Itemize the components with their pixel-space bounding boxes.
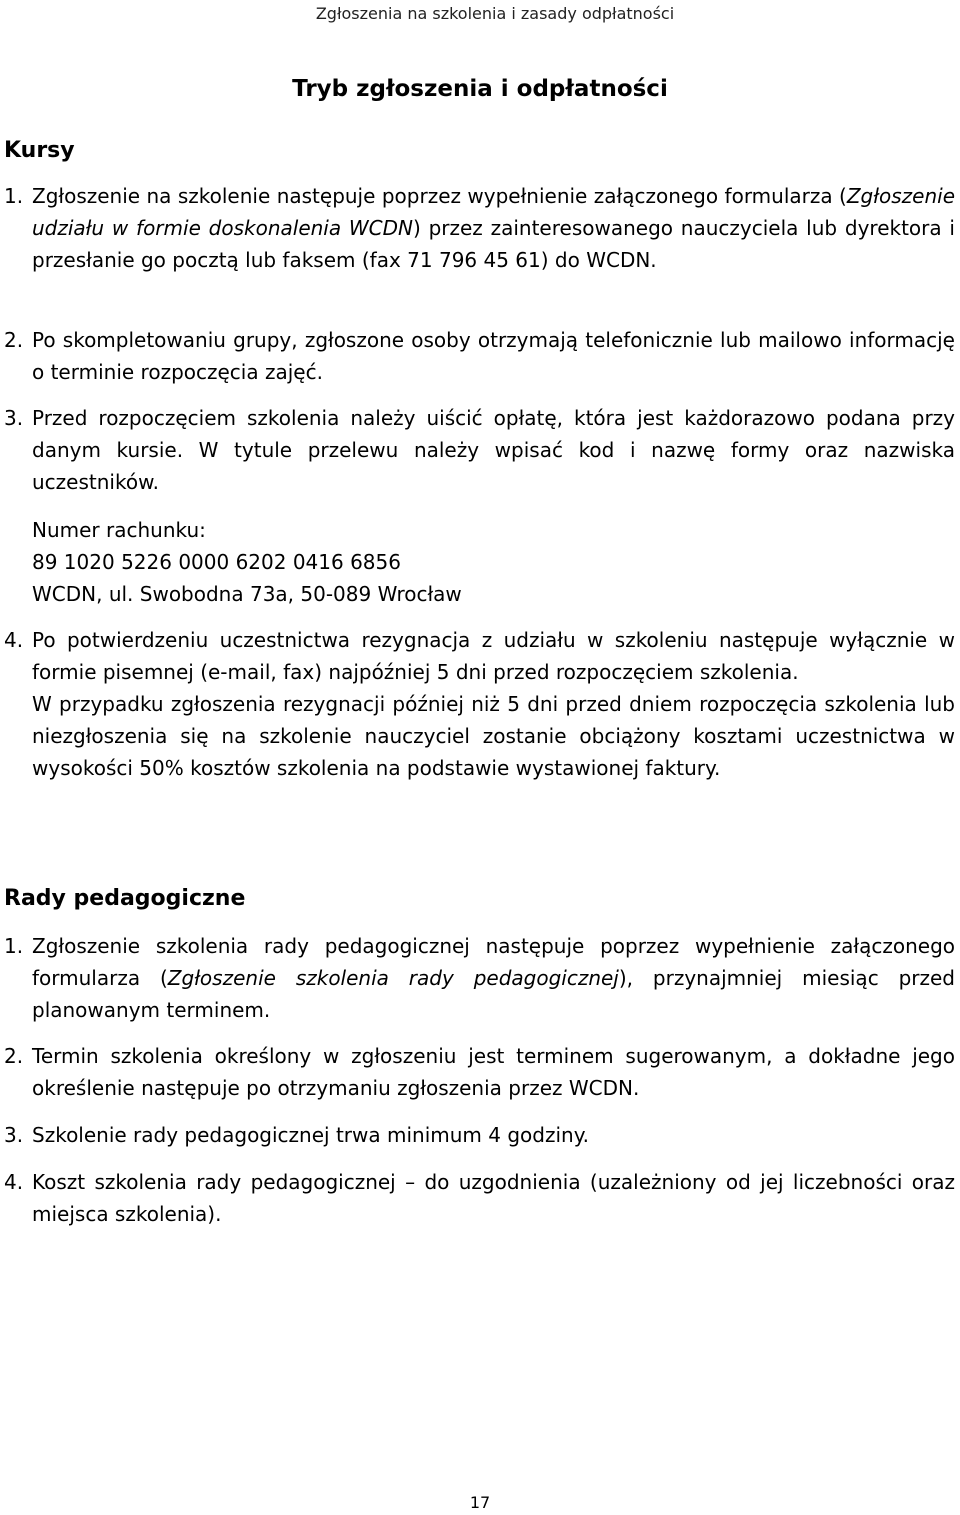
kursy-item-1 xyxy=(4,180,955,276)
item-number: 1. xyxy=(4,934,24,958)
running-header: Zgłoszenia na szkolenia i zasady odpłatności xyxy=(315,4,675,23)
section-heading-rady: Rady pedagogiczne xyxy=(4,886,246,911)
rady-item-3 xyxy=(4,1119,955,1151)
section-heading-kursy: Kursy xyxy=(4,138,75,163)
item-number: 3. xyxy=(4,1123,24,1147)
item-text: Zgłoszenie szkolenia rady pedagogicznej następuje poprzez wypełnienie załączonego formularza (Zgłoszenie szkolenia rady pedagogicznej), przynajmniej miesiąc przed planowanym terminem. xyxy=(32,934,955,1022)
item-text: Termin szkolenia określony w zgłoszeniu jest terminem sugerowanym, a dokładne jego określenie następuje po otrzymaniu zgłoszenia przez WCDN. xyxy=(32,1044,955,1100)
kursy-item-3 xyxy=(4,402,955,498)
item-number: 4. xyxy=(4,1170,24,1194)
item-number: 4. xyxy=(4,628,24,652)
form-name-italic: Zgłoszenie udziału w formie doskonalenia WCDN xyxy=(32,184,955,240)
account-address: WCDN, ul. Swobodna 73a, 50-089 Wrocław xyxy=(32,582,462,606)
item-text: Koszt szkolenia rady pedagogicznej – do uzgodnienia (uzależniony od jej liczebności oraz miejsca szkolenia). xyxy=(32,1170,955,1226)
page-title: Tryb zgłoszenia i odpłatności xyxy=(292,76,668,102)
account-label: Numer rachunku: xyxy=(32,518,206,542)
item-text: Po potwierdzeniu uczestnictwa rezygnacja z udziału w szkoleniu następuje wyłącznie w formie pisemnej (e-mail, fax) najpóźniej 5 dni przed rozpoczęciem szkolenia. W przypadku zgłoszenia rezygnacji później niż 5 dni przed dniem rozpoczęcia szkolenia lub niezgłoszenia się na szkolenie nauczyciel zostanie obciążony kosztami uczestnictwa w wysokości 50% kosztów szkolenia na podstawie wystawionej faktury. xyxy=(32,628,955,780)
item-number: 2. xyxy=(4,1044,24,1068)
page-number: 17 xyxy=(469,1493,491,1512)
account-number: 89 1020 5226 0000 6202 0416 6856 xyxy=(32,550,401,574)
rady-item-1 xyxy=(4,930,955,1026)
item-number: 3. xyxy=(4,406,24,430)
bank-account-block xyxy=(32,514,462,610)
item-number: 2. xyxy=(4,328,24,352)
kursy-item-2 xyxy=(4,324,955,388)
rady-item-4 xyxy=(4,1166,955,1230)
form-name-italic: Zgłoszenie szkolenia rady pedagogicznej xyxy=(167,966,619,990)
item-text: Szkolenie rady pedagogicznej trwa minimum 4 godziny. xyxy=(32,1123,590,1147)
item-text: Przed rozpoczęciem szkolenia należy uiścić opłatę, która jest każdorazowo podana przy danym kursie. W tytule przelewu należy wpisać kod i nazwę formy oraz nazwiska uczestników. xyxy=(32,406,955,494)
item-text: Po skompletowaniu grupy, zgłoszone osoby otrzymają telefonicznie lub mailowo informację o terminie rozpoczęcia zajęć. xyxy=(32,328,955,384)
item-text: Zgłoszenie na szkolenie następuje poprzez wypełnienie załączonego formularza (Zgłoszenie udziału w formie doskonalenia WCDN) przez zainteresowanego nauczyciela lub dyrektora i przesłanie go pocztą lub faksem (fax 71 796 45 61) do WCDN. xyxy=(32,184,955,272)
kursy-item-4 xyxy=(4,624,955,784)
rady-item-2 xyxy=(4,1040,955,1104)
item-number: 1. xyxy=(4,184,24,208)
